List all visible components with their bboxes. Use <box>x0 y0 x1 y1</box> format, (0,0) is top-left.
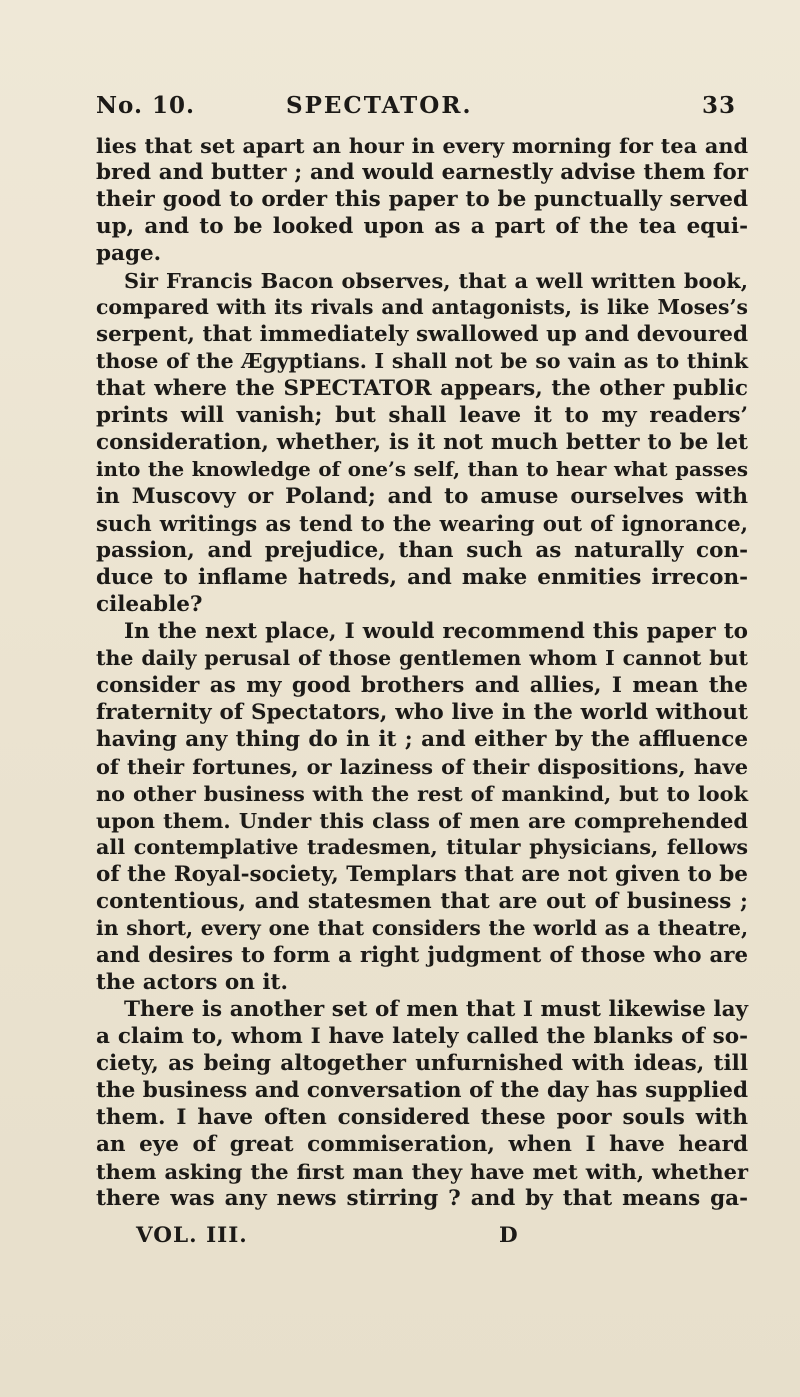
text-line: the daily perusal of those gentlemen whom I cannot but <box>96 646 748 670</box>
text-line: all contemplative tradesmen, titular physicians, fellows <box>96 835 748 859</box>
text-line: the business and conversation of the day has supplied <box>96 1078 748 1103</box>
text-line: there was any news stirring ? and by that means ga- <box>96 1186 748 1211</box>
text-line: There is another set of men that I must likewise lay <box>124 997 748 1022</box>
text-line: a claim to, whom I have lately called the blanks of so- <box>96 1024 748 1049</box>
text-line: contentious, and statesmen that are out of business ; <box>96 889 748 914</box>
text-line: and desires to form a right judgment of those who are <box>96 943 748 968</box>
text-line: bred and butter ; and would earnestly advise them for <box>96 160 748 185</box>
text-line: lies that set apart an hour in every morning for tea and <box>96 133 748 158</box>
text-line: in Muscovy or Poland; and to amuse ourselves with <box>96 484 748 509</box>
text-line: up, and to be looked upon as a part of the tea equi- <box>96 214 748 239</box>
text-line: the actors on it. <box>96 970 288 995</box>
text-line: duce to inflame hatreds, and make enmities irrecon- <box>96 565 748 590</box>
page-footer <box>136 1223 696 1253</box>
text-line: cileable? <box>96 592 203 617</box>
text-line: prints will vanish; but shall leave it to my readers’ <box>96 403 748 428</box>
volume-label: VOL. III. <box>136 1223 248 1248</box>
page-number: 33 <box>701 92 736 119</box>
issue-number: No. 10. <box>96 92 195 119</box>
text-line: of the Royal-society, Templars that are not given to be <box>96 862 748 887</box>
body-text <box>96 132 748 1212</box>
text-line: of their fortunes, or laziness of their dispositions, have <box>96 754 748 779</box>
text-line: passion, and prejudice, than such as naturally con- <box>96 538 748 563</box>
text-line: In the next place, I would recommend this paper to <box>124 619 748 644</box>
text-line: consideration, whether, is it not much better to be let <box>96 430 748 455</box>
text-line: an eye of great commiseration, when I have heard <box>96 1132 748 1157</box>
text-line: them asking the first man they have met with, whether <box>96 1159 748 1184</box>
text-line: them. I have often considered these poor souls with <box>96 1105 748 1130</box>
running-title: SPECTATOR. <box>286 92 473 119</box>
text-line: in short, every one that considers the world as a theatre, <box>96 916 748 940</box>
text-line: into the knowledge of one’s self, than to hear what passes <box>96 457 748 481</box>
text-line: having any thing do in it ; and either by the affluence <box>96 727 748 752</box>
text-line: such writings as tend to the wearing out of ignorance, <box>96 511 748 536</box>
text-line: fraternity of Spectators, who live in the world without <box>96 700 748 725</box>
text-line: page. <box>96 241 162 266</box>
running-head <box>96 92 736 128</box>
signature-mark: D <box>499 1223 518 1248</box>
text-line: Sir Francis Bacon observes, that a well written book, <box>124 268 748 293</box>
text-line: those of the Ægyptians. I shall not be so vain as to think <box>96 349 748 373</box>
text-line: that where the SPECTATOR appears, the other public <box>96 376 748 401</box>
text-line: compared with its rivals and antagonists, is like Moses’s <box>96 295 748 319</box>
text-line: serpent, that immediately swallowed up and devoured <box>96 322 748 347</box>
text-line: consider as my good brothers and allies, I mean the <box>96 673 748 698</box>
text-line: their good to order this paper to be punctually served <box>96 187 748 212</box>
text-line: no other business with the rest of mankind, but to look <box>96 781 748 806</box>
text-line: upon them. Under this class of men are comprehended <box>96 808 748 833</box>
text-line: ciety, as being altogether unfurnished with ideas, till <box>96 1051 748 1076</box>
